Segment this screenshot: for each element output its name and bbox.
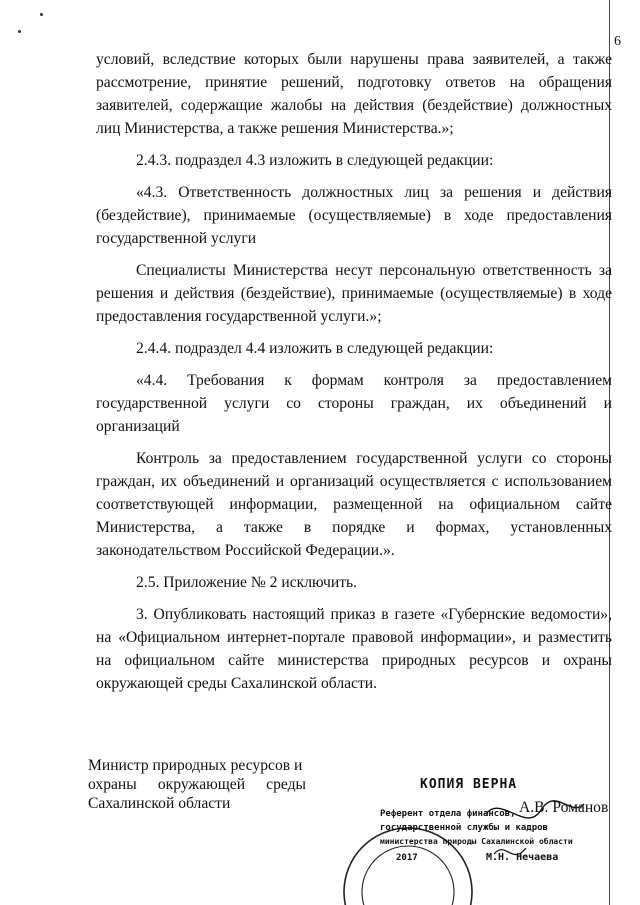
text-line: рассмотрение, принятие решений, подготовку ответов на обращения (96, 74, 612, 91)
text-line: государственной услуги со стороны граждан, их объединений и (96, 395, 612, 412)
text-line: 2.4.3. подраздел 4.3 изложить в следующей редакции: (136, 152, 494, 169)
text-line: условий, вследствие которых были нарушены права заявителей, а также (96, 51, 612, 68)
scan-dot (18, 30, 21, 33)
stamp-line: Референт отдела финансов, (380, 809, 516, 819)
text-line: Контроль за предоставлением государственной услуги со стороны (136, 450, 612, 467)
signer-name: А.В. Романов (519, 799, 609, 816)
text-line: заявителей, содержащие жалобы на действия (бездействие) должностных (96, 97, 612, 114)
stamp-line: министерства природы Сахалинской области (380, 837, 573, 846)
text-line: 2.4.4. подраздел 4.4 изложить в следующей редакции: (136, 340, 494, 357)
signature-title (88, 756, 306, 813)
scan-dot (40, 13, 43, 16)
stamp-line: государственной службы и кадров (380, 823, 548, 833)
text-line: «4.3. Ответственность должностных лиц за решения и действия (136, 184, 612, 201)
text-line: решения и действия (бездействие), принимаемые (осуществляемые) в ходе (96, 285, 612, 302)
text-line: на «Официальном интернет-портале правовой информации», и разместить (96, 629, 612, 646)
text-line: граждан, их объединений и организаций осуществляется с использованием (96, 473, 612, 490)
text-line: лиц Министерства, а также решения Министерства.»; (96, 120, 454, 137)
page-number: 6 (614, 34, 621, 49)
document-body (96, 48, 612, 695)
text-line: государственной услуги (96, 230, 257, 247)
text-line: Министерства, а также в порядке и формах, установленных (96, 519, 612, 536)
text-line: (бездействие), принимаемые (осуществляемые) в ходе предоставления (96, 207, 612, 224)
text-line: 3. Опубликовать настоящий приказ в газете «Губернские ведомости», (136, 606, 612, 623)
signature-title-line: Министр природных ресурсов и (88, 757, 303, 774)
text-line: «4.4. Требования к формам контроля за предоставлением (136, 372, 612, 389)
text-line: на официальном сайте министерства природных ресурсов и охраны (96, 652, 612, 669)
signature-title-line: охраны окружающей среды (88, 776, 306, 793)
text-line: предоставления государственной услуги.»; (96, 308, 382, 325)
text-line: организаций (96, 418, 180, 435)
text-line: 2.5. Приложение № 2 исключить. (136, 574, 358, 591)
stamp-line: 2017 (396, 853, 418, 863)
certification-stamp (336, 774, 596, 905)
text-line: окружающей среды Сахалинской области. (96, 675, 378, 692)
text-line: Специалисты Министерства несут персональную ответственность за (136, 262, 612, 279)
text-line: законодательством Российской Федерации.». (96, 542, 395, 559)
stamp-line: КОПИЯ ВЕРНА (420, 777, 518, 792)
signature-title-line: Сахалинской области (88, 795, 231, 812)
text-line: соответствующей информации, размещенной на официальном сайте (96, 496, 612, 513)
stamp-line: М.Н. Нечаева (486, 852, 559, 863)
